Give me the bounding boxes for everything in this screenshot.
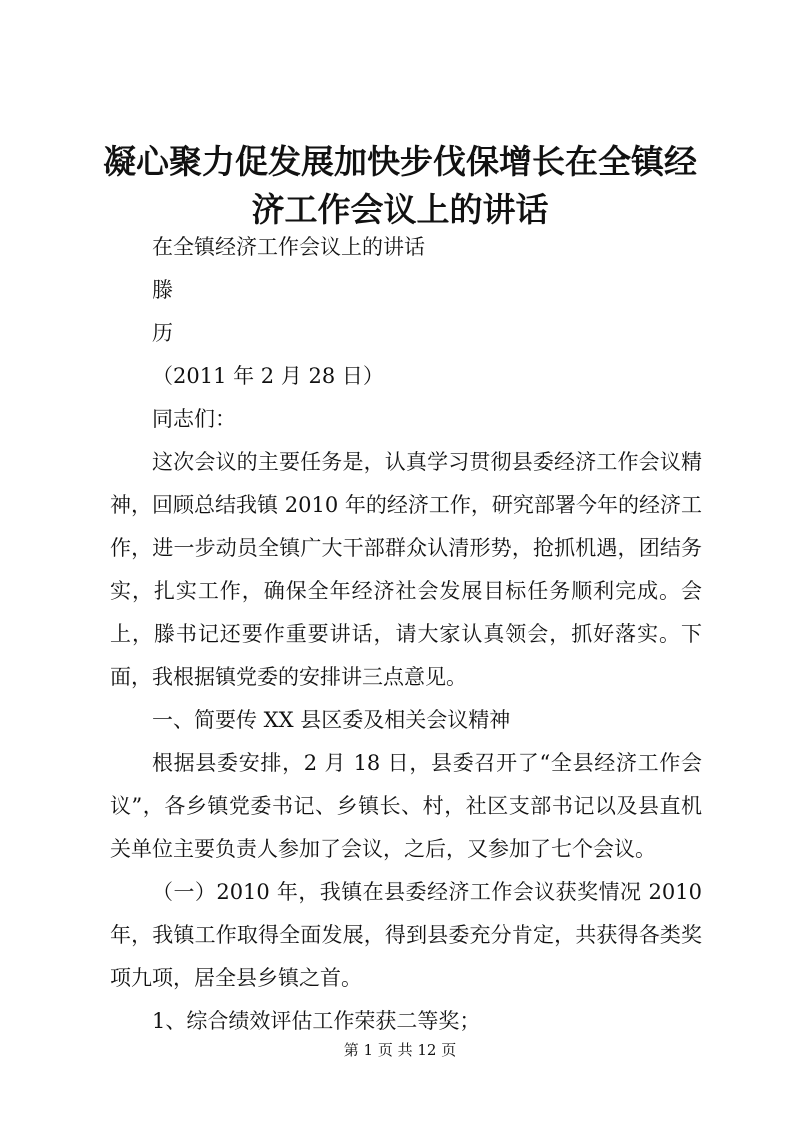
subtitle: 在全镇经济工作会议上的讲话 [152, 235, 425, 259]
paragraph: （一）2010 年，我镇在县委经济工作会议获奖情况 2010 年，我镇工作取得全面发展，得到县委充分肯定，共获得各类奖项九项，居全县乡镇之首。 [110, 880, 702, 990]
list-item: 1、综合绩效评估工作荣获二等奖； [152, 1009, 481, 1033]
salutation: 同志们： [152, 407, 236, 431]
paragraph: 这次会议的主要任务是，认真学习贯彻县委经济工作会议精神，回顾总结我镇 2010 年的经济工作，研究部署今年的经济工作，进一步动员全镇广大干部群众认清形势，抢抓机遇，团结务实，扎实工作，确保全年经济社会发展目标任务顺利完成。会上，滕书记还要作重要讲话，请大家认真领会，抓好落实。下面，我根据镇党委的安排讲三点意见。 [110, 450, 702, 689]
speech-date: （2011 年 2 月 28 日） [152, 364, 384, 388]
document-title: 凝心聚力促发展加快步伐保增长在全镇经济工作会议上的讲话 [103, 142, 697, 229]
document-body [110, 226, 702, 1043]
author-line-2: 历 [152, 321, 173, 345]
section-heading: 一、简要传 XX 县区委及相关会议精神 [152, 708, 511, 732]
page-footer: 第 1 页 共 12 页 [343, 1041, 457, 1059]
author-line-1: 滕 [152, 278, 173, 302]
paragraph: 根据县委安排，2 月 18 日，县委召开了“全县经济工作会议”，各乡镇党委书记、乡镇长、村，社区支部书记以及县直机关单位主要负责人参加了会议，之后，又参加了七个会议。 [110, 751, 702, 861]
